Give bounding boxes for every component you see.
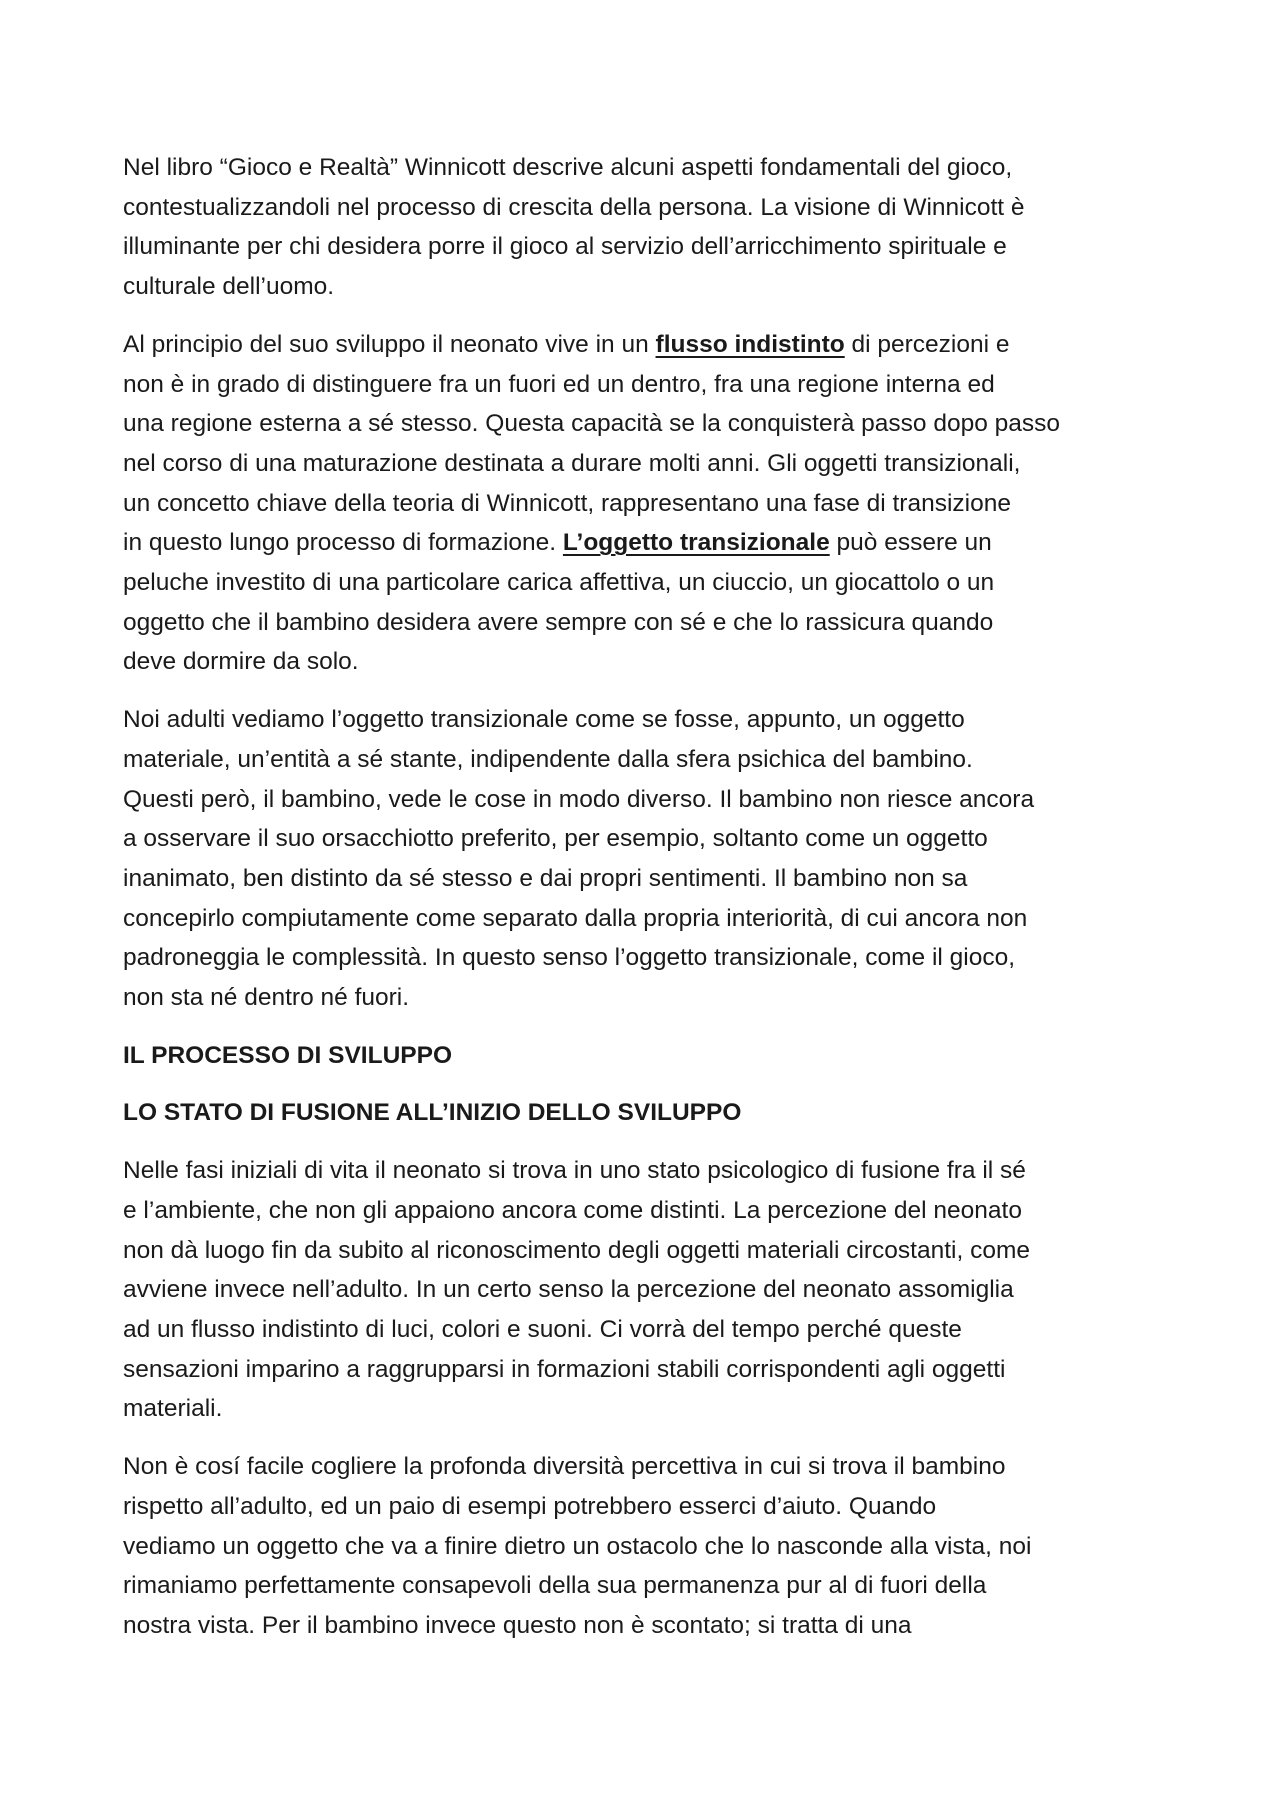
term-flusso-indistinto: flusso indistinto: [655, 330, 845, 358]
text-line: [123, 523, 1173, 563]
text-line: Questi però, il bambino, vede le cose in modo diverso. Il bambino non riesce ancora: [123, 785, 1035, 813]
paragraph-intro: [123, 148, 1173, 307]
paragraph-fusione: [123, 1151, 1173, 1429]
text-line: illuminante per chi desidera porre il gioco al servizio dell’arricchimento spirituale e: [123, 233, 1007, 261]
text-line: avviene invece nell’adulto. In un certo senso la percezione del neonato assomiglia: [123, 1276, 1014, 1304]
text-line: sensazioni imparino a raggrupparsi in formazioni stabili corrispondenti agli oggetti: [123, 1355, 1006, 1383]
text-line: deve dormire da solo.: [123, 648, 359, 676]
text-line: Nelle fasi iniziali di vita il neonato si trova in uno stato psicologico di fusione fra il sé: [123, 1157, 1026, 1185]
text-line: non è in grado di distinguere fra un fuori ed un dentro, fra una regione interna ed: [123, 370, 995, 398]
text-line: padroneggia le complessità. In questo senso l’oggetto transizionale, come il gioco,: [123, 944, 1016, 972]
text-line: nel corso di una maturazione destinata a durare molti anni. Gli oggetti transizionali,: [123, 449, 1021, 477]
text-line: rispetto all’adulto, ed un paio di esempi potrebbero esserci d’aiuto. Quando: [123, 1492, 937, 1520]
text-line: non dà luogo fin da subito al riconoscimento degli oggetti materiali circostanti, come: [123, 1236, 1031, 1264]
text-line: ad un flusso indistinto di luci, colori e suoni. Ci vorrà del tempo perché queste: [123, 1315, 962, 1343]
subsection-heading: LO STATO DI FUSIONE ALL’INIZIO DELLO SVILUPPO: [123, 1099, 742, 1127]
text-line: materiale, un’entità a sé stante, indipendente dalla sfera psichica del bambino.: [123, 745, 973, 773]
text-line: a osservare il suo orsacchiotto preferito, per esempio, soltanto come un oggetto: [123, 825, 988, 853]
text-line: concepirlo compiutamente come separato dalla propria interiorità, di cui ancora non: [123, 904, 1028, 932]
text-line: nostra vista. Per il bambino invece questo non è scontato; si tratta di una: [123, 1611, 912, 1639]
document-page: [123, 148, 1173, 1664]
paragraph-adulti: [123, 700, 1173, 1018]
paragraph-flusso: [123, 325, 1173, 682]
text-line: [123, 325, 1173, 365]
text-line: culturale dell’uomo.: [123, 273, 335, 301]
text-line: materiali.: [123, 1395, 223, 1423]
paragraph-diversita: [123, 1447, 1173, 1646]
text-line: rimaniamo perfettamente consapevoli della sua permanenza pur al di fuori della: [123, 1572, 987, 1600]
text-line: un concetto chiave della teoria di Winnicott, rappresentano una fase di transizione: [123, 489, 1011, 517]
text-line: una regione esterna a sé stesso. Questa capacità se la conquisterà passo dopo passo: [123, 410, 1061, 438]
text-line: vediamo un oggetto che va a finire dietro un ostacolo che lo nasconde alla vista, noi: [123, 1532, 1032, 1560]
text-segment: può essere un: [829, 529, 992, 557]
text-line: Non è cosí facile cogliere la profonda diversità percettiva in cui si trova il bambino: [123, 1453, 1006, 1481]
text-line: Noi adulti vediamo l’oggetto transizionale come se fosse, appunto, un oggetto: [123, 706, 965, 734]
text-line: Nel libro “Gioco e Realtà” Winnicott descrive alcuni aspetti fondamentali del gioco,: [123, 154, 1013, 181]
text-line: contestualizzandoli nel processo di crescita della persona. La visione di Winnicott è: [123, 193, 1025, 221]
text-line: e l’ambiente, che non gli appaiono ancora come distinti. La percezione del neonato: [123, 1196, 1022, 1224]
section-heading: IL PROCESSO DI SVILUPPO: [123, 1041, 453, 1069]
text-line: oggetto che il bambino desidera avere sempre con sé e che lo rassicura quando: [123, 608, 994, 636]
text-line: inanimato, ben distinto da sé stesso e dai propri sentimenti. Il bambino non sa: [123, 864, 968, 892]
text-line: peluche investito di una particolare carica affettiva, un ciuccio, un giocattolo o un: [123, 569, 995, 597]
text-segment: di percezioni e: [844, 330, 1010, 358]
text-segment: Al principio del suo sviluppo il neonato vive in un: [123, 330, 656, 358]
text-segment: in questo lungo processo di formazione.: [123, 529, 563, 557]
term-oggetto-transizionale: L’oggetto transizionale: [562, 529, 830, 557]
text-line: non sta né dentro né fuori.: [123, 984, 410, 1012]
